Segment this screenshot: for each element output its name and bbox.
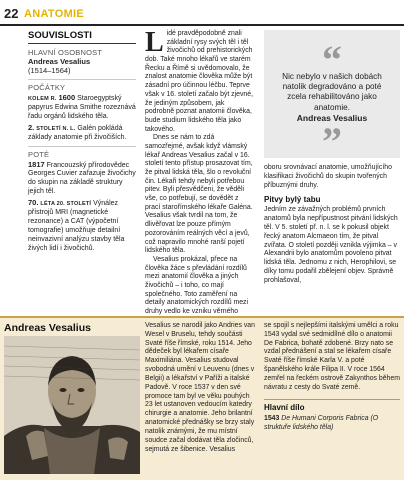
century2-label: STOLETÍ N. L. [36, 125, 76, 132]
sidebar-title: SOUVISLOSTI [28, 30, 136, 44]
page-header [0, 0, 404, 24]
biography-title: Andreas Vesalius [4, 322, 91, 334]
article-para2: Dnes se nám to zdá samozřejmé, avšak když vlámský lékař Andreas Vesalius začal v 16. století tento přístup prosazovat tím, že pitval lidská těla, šlo o revoluční čin. Lékaři tehdy nebyli potřebou pitev. Byli přesvědčeni, že věděli vše, co potřebují, se dovědět z prací starořímského lékaře Galéna. Vesalius však tvrdil na tom, že dlivěřovat lze pouze přímým pozorováním reálných věcí a jevů, což napravilo mnohé ranší pojetí lidského těla. [145, 134, 253, 255]
later-label: POTÉ [28, 149, 50, 159]
beginnings-prefix: KOLEM R. [28, 95, 57, 102]
article-para3: Vesalius prokázal, přece na člověka žáce s převládání rozdílů mezi anatomií člověka a jiných živočichů – i toho, co mají společného. Toto zaměření na detaily anatomických rozdílů mezi druhy vedlo ke vzniku věrného [145, 255, 249, 315]
main-work-entry [264, 415, 400, 433]
quote-body [274, 72, 390, 123]
century2-entry [28, 123, 136, 143]
right-para2: Jedním ze závažných problémů prvních anatomů byla nepřípustnost pitvání lidských těl. V 5. století př. n. l. se k pokusil objekt řecký anatom Alcmaeon tím, že pitval zvířata. O století později vznikla výjimka – v Alexandrii bylo anatomům povoleno pitvat lidská těla. Jednomu z nich, Herophilovi, se díky tomu podařil zbělejení objev. Správně prohlašoval, [264, 206, 398, 284]
quote-text: Nic nebylo v našich dobách natolik degradováno a poté zcela rehabilitováno jako anatomie. [282, 72, 382, 112]
biography-column-1: Vesalius se narodil jako Andries van Wesel v Bruselu, tehdy součásti Svaté říše římské, roku 1514. Jeho dědeček byl lékařem císaře Maximiliána. Vesalius studoval svobodná umění v Leuvenu (dnes v Belgii) a lékařství v Paříži a italské Padově. V roce 1537 v den své promoce tam byl ve věku pouhých 23 let ustanoven vedoucím katedry chirurgie a anatomie. Jeho brilantní anatomické přednášky se brzy staly natolik známými, že mu místní soudce začal dodávat těla zločinců, sejmutá ze šibenice. Vesalius [145, 322, 255, 453]
right-para1: oboru srovnávací anatomie, umožňujícího klasifikaci živočichů do skupin tvořených příbuznými druhy. [264, 164, 392, 189]
later-entry [28, 160, 136, 198]
article-paragraph [145, 27, 255, 134]
beginnings-text: Staroegyptský papyrus Edwina Smithe rozeznává řadu orgánů lidského těla. [28, 94, 136, 120]
drop-cap: L [145, 27, 164, 58]
panel-top-border [0, 316, 404, 318]
main-person-name: Andreas Vesalius [28, 57, 91, 66]
beginnings-label: POČÁTKY [28, 82, 66, 92]
main-person-years: (1514–1564) [28, 66, 71, 76]
work-year: 1543 [264, 414, 280, 422]
y70-text: Výnález přístrojů MRI (magnetické rezonance) a CAT (výpočetní tomografie) umožňuje detailní neinvazivní analýzu stavby těla živých lidí i živočichů. [28, 200, 125, 253]
century2-num: 2. [28, 122, 35, 132]
right-column [264, 164, 400, 285]
article-para1: idé pravděpodobně znali základní rysy svých těl i těl živočichů od prehistorických dob. Také mnoho lékařů ve starém Řecku a Římě si uvědomovalo, že znalost anatomie člověka může být zásadní pro účinnou léčbu. Teprve však v 16. století začalo být zjevné, že jediným způsobem, jak podrobně poznat anatomii člověka, bude studium lidského těla jako takového. [145, 30, 254, 133]
page-number: 22 [4, 6, 19, 21]
beginnings-year: 1600 [58, 92, 76, 102]
y70-label: LÉTA 20. STOLETÍ [40, 201, 92, 208]
vesalius-portrait [4, 336, 140, 474]
open-quote-icon: “ [322, 37, 342, 82]
later-text: Francouzský přírodovědec Georges Cuvier zařazuje živočichy do skupin na základě struktury jejich těl. [28, 161, 136, 196]
century2-text: Galén pokládá základy anatomie při živočiších. [28, 124, 127, 141]
context-sidebar [28, 30, 136, 254]
close-quote-icon: ” [322, 119, 342, 164]
later-year: 1817 [28, 159, 45, 169]
sidebar-divider [28, 146, 136, 147]
quote-author: Andreas Vesalius [296, 112, 368, 123]
header-divider [0, 24, 404, 26]
section-title: ANATOMIE [24, 8, 85, 20]
main-article [145, 27, 255, 317]
biography-column-2 [264, 322, 400, 433]
y70-entry [28, 198, 136, 254]
portrait-engraving [4, 336, 140, 474]
main-work-heading: Hlavní dílo [264, 399, 400, 413]
y70-num: 70. [28, 198, 39, 208]
pull-quote [264, 30, 400, 164]
right-heading: Pitvy bylý tabu [264, 195, 321, 205]
main-person-label: HLAVNÍ OSOBNOST [28, 48, 103, 57]
beginnings-entry [28, 93, 136, 122]
biography-text-2: se spojil s nejlepšími italskými umělci a roku 1543 vydal své sedmidílné dílo o anatomii De Fabrica, bohatě zdobené. Brzy nato se vzdal přednášení a stal se lékařem císaře Svaté říše římské Karla V. a poté španělského krále Filipa II. V roce 1564 zemřel na řeckém ostrově Zakynthos během návratu z cesty do Svaté země. [264, 322, 400, 391]
sidebar-divider [28, 79, 136, 80]
work-title: De Humani Corporis Fabrica (O struktuře lidského těla) [264, 414, 379, 431]
